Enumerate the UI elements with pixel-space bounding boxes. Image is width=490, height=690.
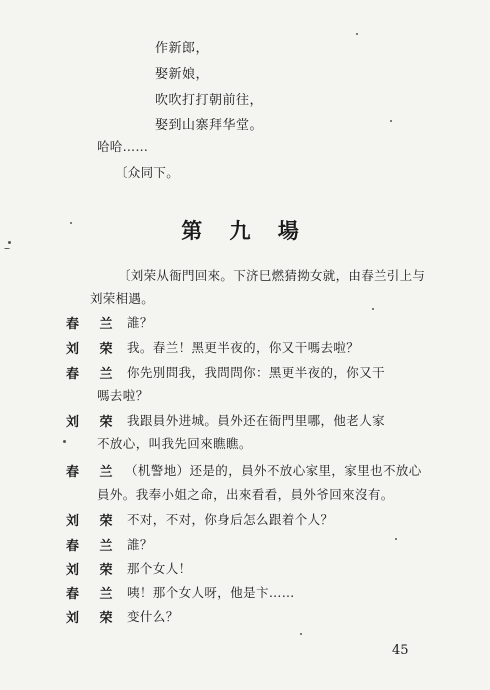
- speaker-label: 春 兰: [66, 465, 121, 480]
- scan-speck: [395, 538, 397, 540]
- page-number: 45: [392, 643, 409, 658]
- dialogue-line: 不对，不对，你身后怎么跟着个人？: [127, 512, 334, 527]
- speaker-label: 刘 荣: [66, 514, 121, 529]
- stage-direction-line-2: 刘荣相遇。: [90, 291, 155, 306]
- scan-speck: [8, 241, 11, 244]
- speaker-label: 刘 荣: [66, 611, 121, 626]
- exit-direction: 〔众同下。: [115, 165, 180, 180]
- scan-speck: [63, 440, 66, 443]
- dialogue-line: 那个女人！: [127, 561, 192, 576]
- scan-speck: [300, 633, 302, 635]
- verse-line-3: 吹吹打打朝前往，: [155, 93, 264, 108]
- dialogue-line: 变什么？: [127, 609, 179, 624]
- scene-title: 第 九 場: [181, 218, 309, 243]
- scan-speck: [4, 248, 10, 249]
- dialogue-line: 員外。我奉小姐之命，出來看看，員外爷回來沒有。: [97, 487, 394, 502]
- scan-speck: [70, 222, 72, 224]
- dialogue-line: 咦！那个女人呀，他是卞……: [127, 585, 295, 600]
- verse-line-2: 娶新娘，: [155, 67, 210, 82]
- scan-speck: [356, 33, 358, 35]
- dialogue-line: 我。春兰！黑更半夜的，你又干嗎去啦？: [127, 340, 360, 355]
- speaker-label: 刘 荣: [66, 415, 121, 430]
- laugh-line: 哈哈……: [97, 139, 149, 154]
- dialogue-line: 我跟員外进城。員外还在衙門里哪，他老人家: [127, 413, 386, 428]
- dialogue-line: （机警地）还是的，員外不放心家里，家里也不放心: [125, 463, 422, 478]
- stage-direction-line-1: 〔刘荣从衙門回來。下济巳燃猜拗女就，由春兰引上与: [118, 268, 426, 283]
- speaker-label: 春 兰: [66, 367, 121, 382]
- dialogue-line: 誰？: [127, 537, 153, 552]
- verse-line-1: 作新郎，: [155, 41, 210, 56]
- scan-speck: [372, 308, 374, 310]
- speaker-label: 刘 荣: [66, 563, 121, 578]
- speaker-label: 刘 荣: [66, 342, 121, 357]
- verse-line-4: 娶到山寨拜华堂。: [155, 118, 264, 133]
- dialogue-line: 嗎去啦？: [97, 388, 149, 403]
- speaker-label: 春 兰: [66, 317, 121, 332]
- dialogue-line: 誰？: [127, 315, 153, 330]
- speaker-label: 春 兰: [66, 539, 121, 554]
- scan-speck: [390, 120, 392, 122]
- dialogue-line: 你先別問我，我問問你：黑更半夜的，你又干: [127, 365, 386, 380]
- speaker-label: 春 兰: [66, 587, 121, 602]
- dialogue-line: 不放心，叫我先回來瞧瞧。: [97, 436, 252, 451]
